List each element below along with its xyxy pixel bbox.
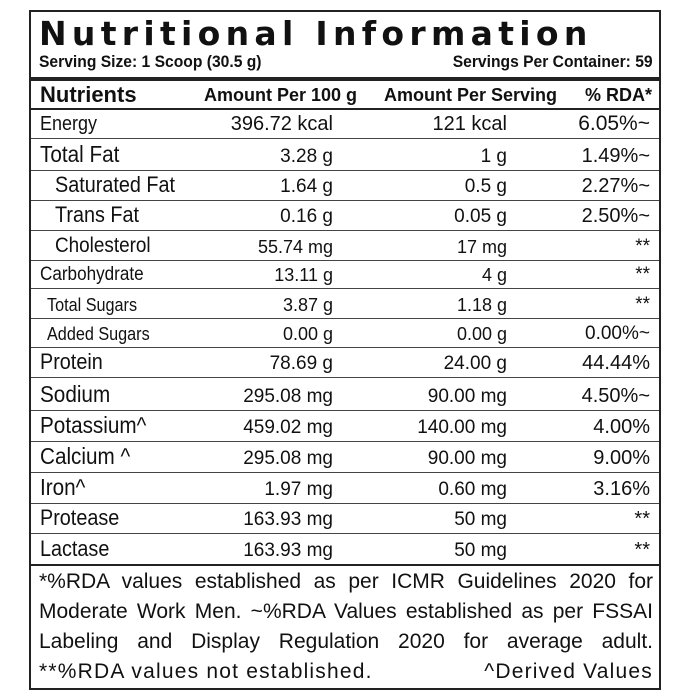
amount-per-serving: 24.00 g — [443, 353, 507, 374]
rda-value: 1.49%~ — [581, 145, 650, 167]
amount-per-100g: 1.64 g — [280, 176, 333, 197]
footnotes — [39, 567, 653, 687]
rda-value: 0.00%~ — [585, 323, 650, 344]
rda-value: ** — [634, 508, 650, 530]
amount-per-100g: 3.28 g — [280, 146, 333, 167]
nutrient-name: Trans Fat — [55, 202, 139, 227]
amount-per-100g: 13.11 g — [274, 265, 333, 285]
table-row — [31, 473, 659, 504]
amount-per-100g: 295.08 mg — [243, 448, 333, 469]
nutrient-name: Protease — [40, 505, 120, 530]
amount-per-serving: 140.00 mg — [417, 417, 507, 438]
footnote-not-established: **%RDA values not established. — [39, 660, 373, 683]
nutrient-name: Lactase — [40, 536, 110, 561]
amount-per-100g: 459.02 mg — [243, 417, 333, 438]
rda-value: 4.50%~ — [581, 385, 650, 407]
rda-value: ** — [635, 294, 650, 315]
amount-per-100g: 163.93 mg — [243, 540, 333, 561]
amount-per-serving: 1.18 g — [456, 295, 507, 315]
table-row — [31, 442, 659, 473]
amount-per-serving: 4 g — [481, 265, 507, 285]
table-header — [39, 82, 653, 108]
footnote-line: Labeling and Display Regulation 2020 for average adult. — [39, 630, 653, 653]
panel-title: Nutritional Information — [39, 14, 593, 53]
nutrition-panel — [29, 10, 661, 690]
amount-per-serving: 0.00 g — [456, 324, 507, 344]
nutrient-name: Total Fat — [40, 141, 120, 167]
nutrient-name: Calcium ^ — [40, 443, 131, 469]
table-row — [31, 231, 659, 261]
table-row — [31, 378, 659, 411]
table-row — [31, 534, 659, 564]
rda-value: 2.27%~ — [581, 175, 650, 197]
nutrient-name: Saturated Fat — [55, 172, 175, 197]
amount-per-100g: 295.08 mg — [243, 386, 333, 407]
table-row — [31, 139, 659, 171]
amount-per-100g: 3.87 g — [282, 295, 333, 315]
amount-per-100g: 78.69 g — [269, 353, 333, 374]
header-amount-serving: Amount Per Serving — [384, 85, 558, 105]
amount-per-serving: 50 mg — [454, 540, 507, 561]
top-rule — [31, 77, 659, 81]
rda-value: 2.50%~ — [581, 205, 650, 227]
rda-value: 9.00% — [593, 447, 650, 469]
rda-value: 3.16% — [593, 478, 650, 500]
amount-per-serving: 90.00 mg — [427, 386, 507, 407]
amount-per-100g: 1.97 mg — [264, 479, 333, 500]
table-row — [31, 109, 659, 139]
serving-size: Serving Size: 1 Scoop (30.5 g) — [39, 52, 262, 71]
table-row — [31, 261, 659, 289]
amount-per-serving: 90.00 mg — [427, 448, 507, 469]
rda-value: ** — [635, 264, 650, 285]
amount-per-100g: 396.72 kcal — [230, 113, 333, 135]
amount-per-serving: 50 mg — [454, 509, 507, 530]
amount-per-serving: 0.5 g — [464, 176, 507, 197]
amount-per-serving: 121 kcal — [432, 113, 507, 135]
rda-value: 4.00% — [593, 416, 650, 438]
nutrient-name: Protein — [40, 349, 103, 374]
nutrient-name: Total Sugars — [47, 295, 138, 315]
rda-value: ** — [634, 539, 650, 561]
footnote-line: Moderate Work Men. ~%RDA Values established as per FSSAI — [39, 600, 653, 623]
nutrient-name: Carbohydrate — [40, 264, 144, 285]
nutrient-name: Sodium — [40, 381, 111, 407]
nutrient-name: Potassium^ — [40, 412, 147, 438]
table-row — [31, 411, 659, 442]
amount-per-100g: 163.93 mg — [243, 509, 333, 530]
header-amount-100g: Amount Per 100 g — [204, 85, 358, 105]
amount-per-100g: 0.00 g — [282, 324, 333, 344]
table-row — [31, 289, 659, 319]
bottom-rule — [31, 564, 659, 566]
nutrient-name: Energy — [40, 113, 98, 135]
table-row — [31, 201, 659, 231]
header-rda: % RDA* — [584, 85, 652, 105]
rda-value: 6.05%~ — [578, 112, 650, 135]
amount-per-100g: 0.16 g — [280, 206, 333, 227]
footnote-derived-values: ^Derived Values — [484, 660, 653, 683]
amount-per-serving: 17 mg — [456, 237, 507, 257]
servings-per-container: Servings Per Container: 59 — [452, 52, 653, 71]
serving-info — [39, 51, 653, 73]
amount-per-serving: 0.05 g — [454, 206, 507, 227]
amount-per-serving: 0.60 mg — [438, 479, 507, 500]
table-row — [31, 171, 659, 201]
table-row — [31, 504, 659, 534]
nutrient-name: Cholesterol — [55, 234, 151, 257]
table-row — [31, 319, 659, 348]
header-nutrients: Nutrients — [40, 82, 137, 107]
amount-per-serving: 1 g — [480, 146, 507, 167]
rda-value: 44.44% — [582, 352, 650, 374]
table-row — [31, 348, 659, 378]
nutrient-name: Added Sugars — [47, 324, 150, 344]
rda-value: ** — [635, 236, 650, 257]
amount-per-100g: 55.74 mg — [257, 237, 333, 257]
nutrient-name: Iron^ — [40, 474, 86, 500]
footnote-line: *%RDA values established as per ICMR Guidelines 2020 for — [39, 570, 653, 593]
footnote-line — [39, 657, 653, 687]
